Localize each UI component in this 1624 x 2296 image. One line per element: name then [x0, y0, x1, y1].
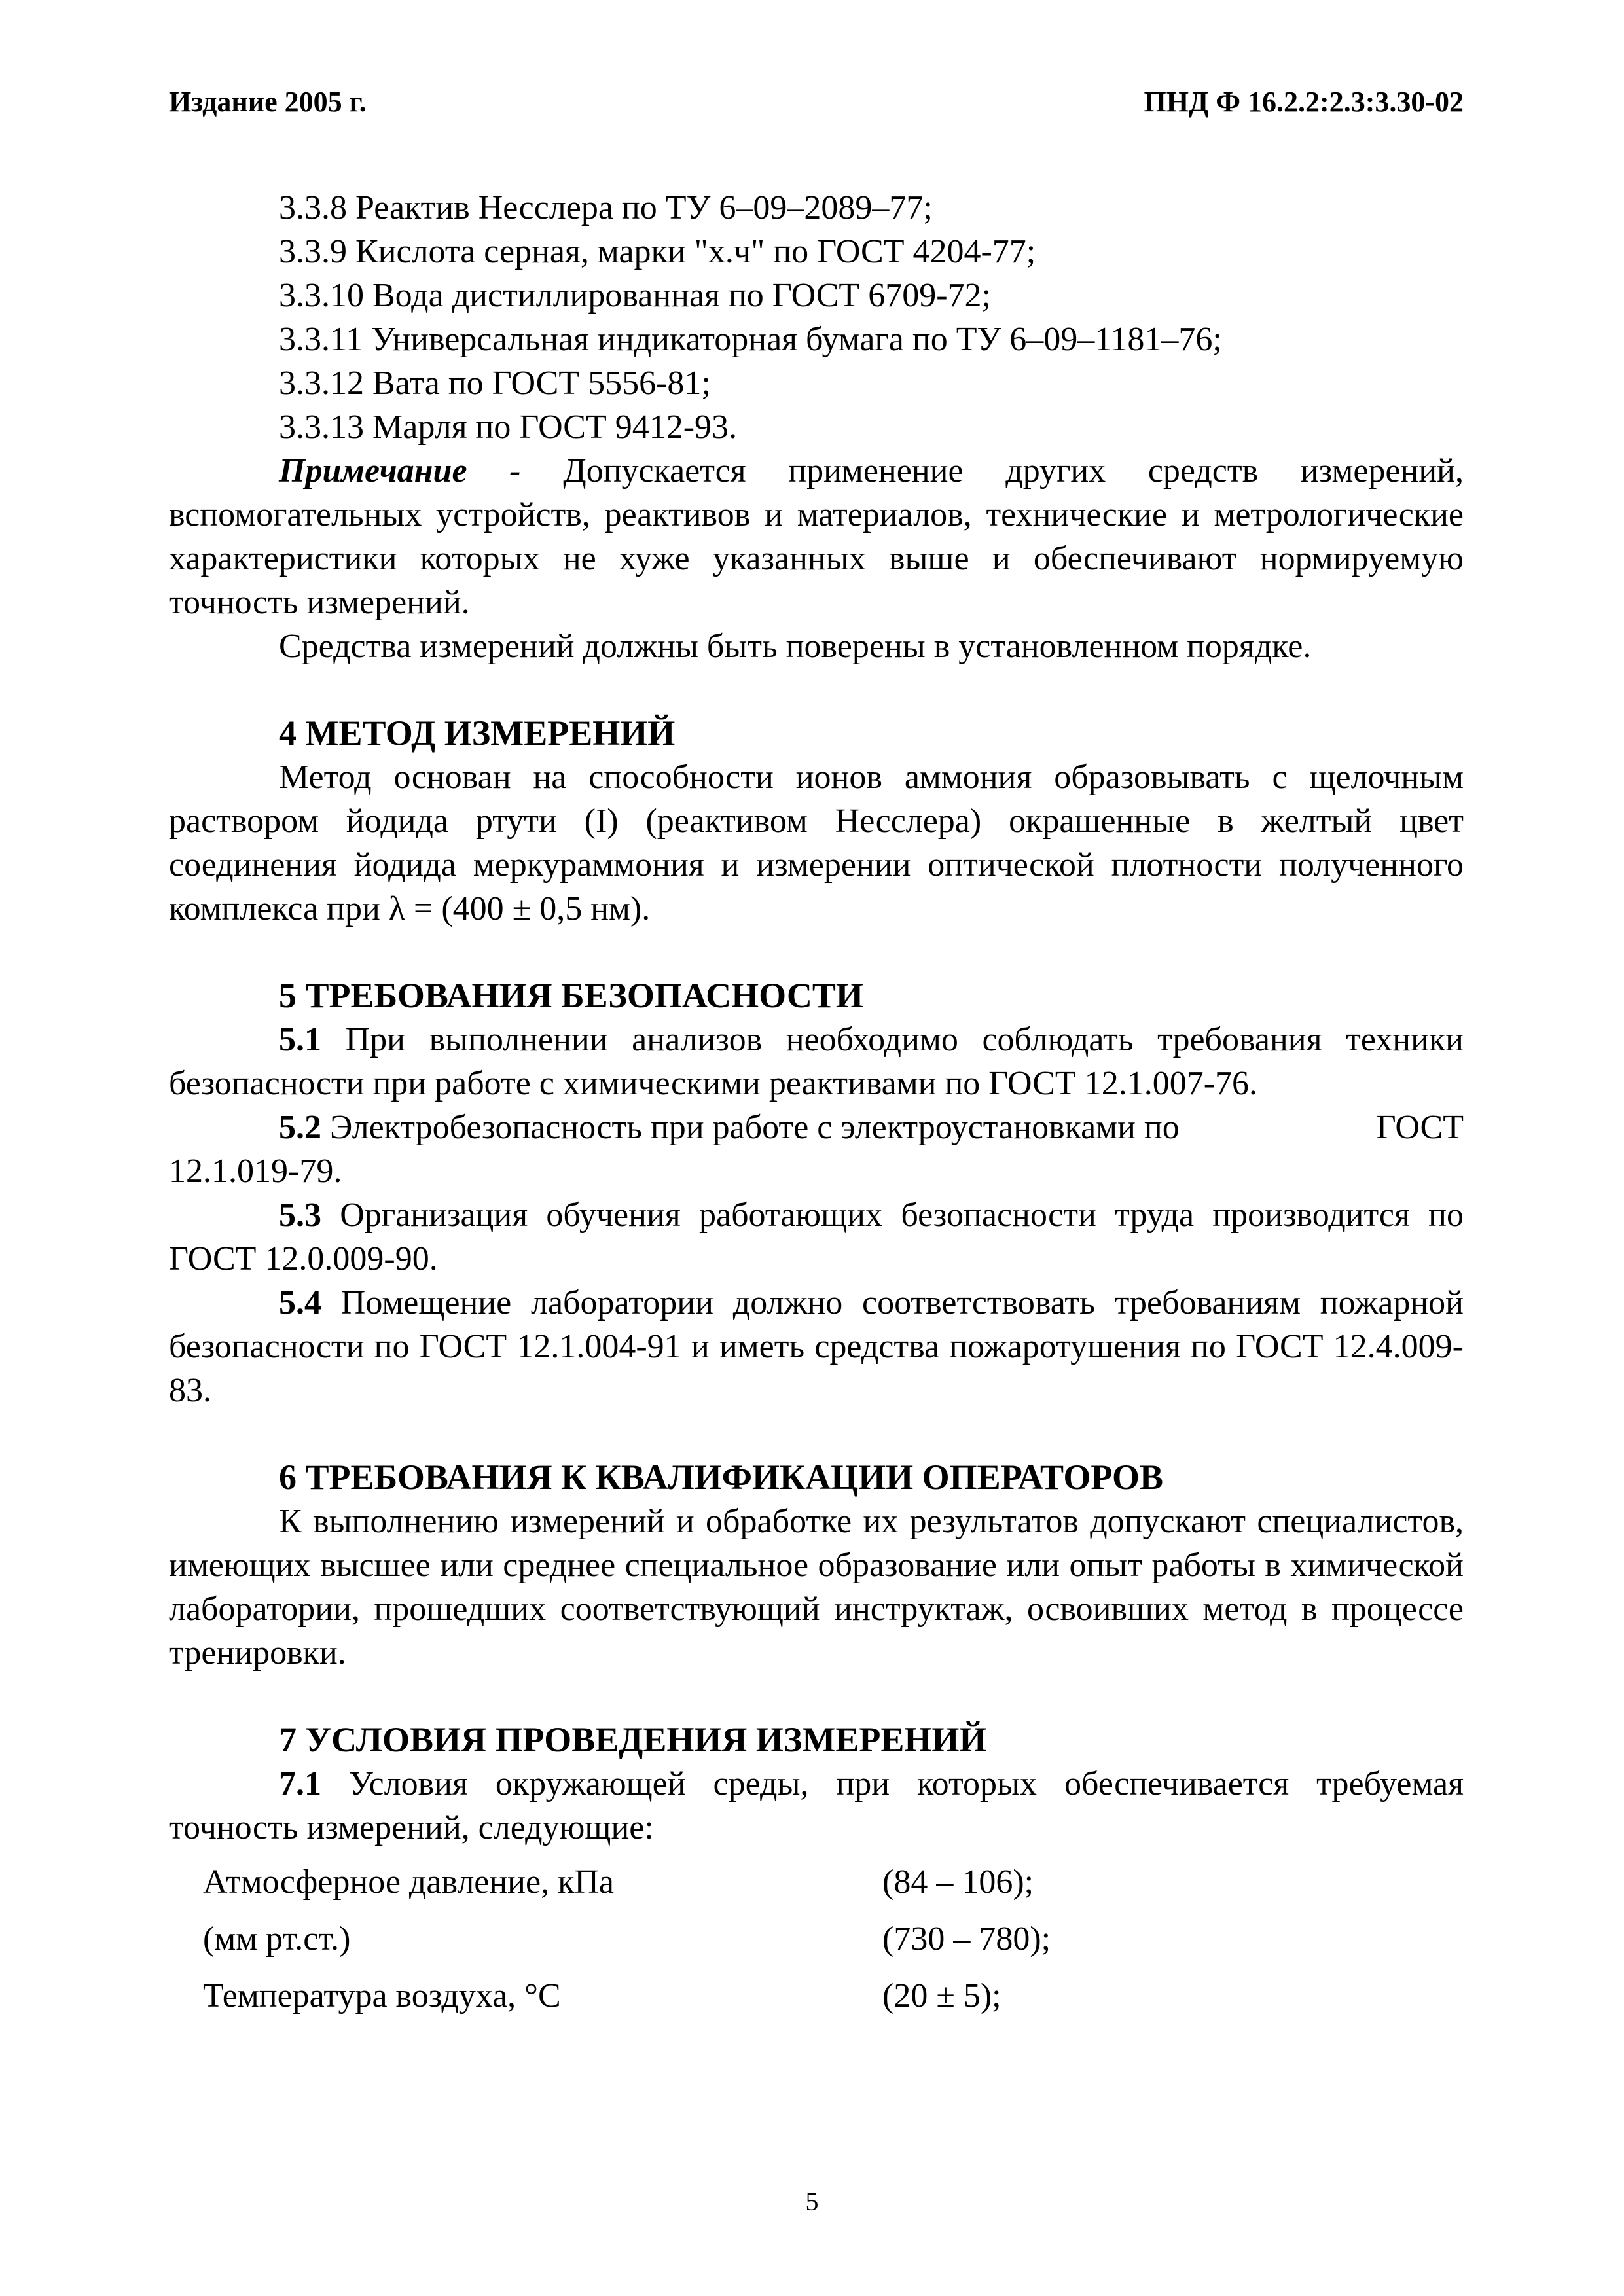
document-number: ПНД Ф 16.2.2:2.3:3.30-02 — [1144, 86, 1464, 118]
clause-7-1 — [169, 1762, 1464, 1850]
note-paragraph — [169, 449, 1464, 624]
section-7-title: 7 УСЛОВИЯ ПРОВЕДЕНИЯ ИЗМЕРЕНИЙ — [279, 1720, 987, 1759]
condition-row — [203, 1967, 1464, 2024]
page-header — [169, 85, 1464, 131]
conditions-table — [203, 1854, 1464, 2024]
condition-value: (84 – 106); — [882, 1863, 1034, 1901]
reagent-item: 3.3.8 Реактив Несслера по ТУ 6–09–2089–77; — [279, 189, 933, 226]
clause-text: Помещение лаборатории должно соответствовать требованиям пожарной безопасности по ГОСТ 12.1.004-91 и иметь средства пожаротушения по ГОСТ 12.4.009-83. — [169, 1284, 1464, 1409]
clause-text: Организация обучения работающих безопасности труда производится по ГОСТ 12.0.009-90. — [169, 1196, 1464, 1278]
verification-text: Средства измерений должны быть поверены в установленном порядке. — [279, 628, 1312, 665]
section-5-title: 5 ТРЕБОВАНИЯ БЕЗОПАСНОСТИ — [279, 976, 863, 1015]
clause-5-1 — [169, 1018, 1464, 1105]
clause-continuation: 12.1.019-79. — [169, 1153, 342, 1190]
condition-value: (20 ± 5); — [882, 1977, 1001, 2015]
condition-label: Температура воздуха, °С — [203, 1977, 561, 2015]
condition-label: Атмосферное давление, кПа — [203, 1863, 614, 1901]
clause-tail: ГОСТ — [1376, 1109, 1464, 1146]
reagent-item: 3.3.12 Вата по ГОСТ 5556-81; — [279, 365, 711, 402]
clause-number: 5.2 — [279, 1109, 321, 1146]
clause-text: Условия окружающей среды, при которых обеспечивается требуемая точность измерений, следующие: — [169, 1765, 1464, 1846]
page-number: 5 — [805, 2187, 819, 2216]
clause-5-3 — [169, 1193, 1464, 1281]
document-body — [169, 186, 1464, 2024]
clause-text: При выполнении анализов необходимо соблюдать требования техники безопасности при работе с химическими реактивами по ГОСТ 12.1.007-76. — [169, 1021, 1464, 1102]
edition-label: Издание 2005 г. — [169, 86, 367, 118]
clause-number: 5.1 — [279, 1021, 321, 1058]
section-6-title: 6 ТРЕБОВАНИЯ К КВАЛИФИКАЦИИ ОПЕРАТОРОВ — [279, 1458, 1164, 1497]
section-4-title: 4 МЕТОД ИЗМЕРЕНИЙ — [279, 713, 676, 753]
condition-value: (730 – 780); — [882, 1920, 1051, 1958]
section-4-text: Метод основан на способности ионов аммония образовывать с щелочным раствором йодида ртути (I) (реактивом Несслера) окрашенные в желтый цвет соединения йодида меркураммония и измерении оптической плотности полученного комплекса при λ = (400 ± 0,5 нм). — [169, 759, 1464, 927]
condition-row — [203, 1854, 1464, 1910]
condition-label: (мм рт.ст.) — [203, 1920, 351, 1958]
note-text: Допускается применение других средств измерений, вспомогательных устройств, реактивов и материалов, технические и метрологические характеристики которых не хуже указанных выше и обеспечивают нормируемую точность измерений. — [169, 452, 1464, 621]
note-label: Примечание - — [279, 452, 521, 490]
clause-number: 7.1 — [279, 1765, 321, 1803]
condition-row — [203, 1910, 1464, 1967]
reagent-item: 3.3.9 Кислота серная, марки "х.ч" по ГОСТ 4204-77; — [279, 233, 1036, 270]
clause-text: Электробезопасность при работе с электроустановками по — [321, 1109, 1180, 1146]
clause-number: 5.4 — [279, 1284, 321, 1321]
section-6-text: К выполнению измерений и обработке их результатов допускают специалистов, имеющих высшее или среднее специальное образование или опыт работы в химической лаборатории, прошедших соответствующий инструктаж, освоивших метод в процессе тренировки. — [169, 1503, 1464, 1672]
clause-5-2 — [169, 1105, 1464, 1149]
reagent-item: 3.3.13 Марля по ГОСТ 9412-93. — [279, 408, 738, 446]
reagent-item: 3.3.10 Вода дистиллированная по ГОСТ 6709-72; — [279, 277, 991, 314]
clause-5-4 — [169, 1281, 1464, 1412]
reagent-item: 3.3.11 Универсальная индикаторная бумага по ТУ 6–09–1181–76; — [279, 321, 1222, 358]
clause-number: 5.3 — [279, 1196, 321, 1234]
